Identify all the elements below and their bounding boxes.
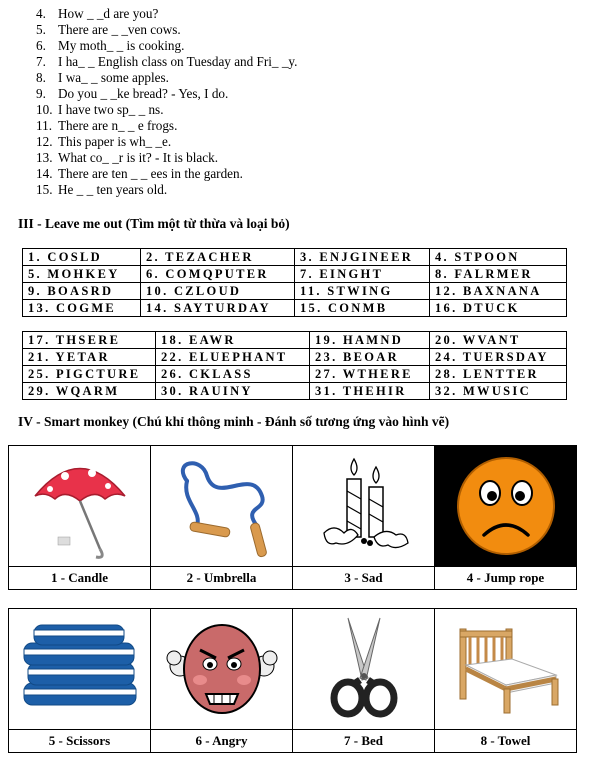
picture-cell <box>9 446 151 567</box>
word-cell: 7. EINGHT <box>295 266 430 283</box>
word-cell: 9. BOASRD <box>23 283 141 300</box>
word-cell: 17. THSERE <box>23 332 156 349</box>
picture-caption: 3 - Sad <box>293 567 435 590</box>
word-cell: 2. TEZACHER <box>141 249 295 266</box>
word-cell: 28. LENTTER <box>430 366 567 383</box>
exercise-line: 7. I ha_ _ English class on Tuesday and Fri_ _y. <box>36 54 298 69</box>
word-cell: 30. RAUINY <box>156 383 310 400</box>
word-cell: 3. ENJGINEER <box>295 249 430 266</box>
table-row <box>23 283 567 300</box>
exercise-line: 15. He _ _ ten years old. <box>36 182 168 197</box>
table-row <box>23 249 567 266</box>
section-3-heading: III - Leave me out (Tìm một từ thừa và loại bỏ) <box>18 216 290 231</box>
exercise-line: 9. Do you _ _ke bread? - Yes, I do. <box>36 86 229 101</box>
towel-icon <box>18 619 142 719</box>
angry-face-icon <box>162 614 282 724</box>
word-cell: 26. CKLASS <box>156 366 310 383</box>
table-row <box>23 349 567 366</box>
leave-me-out-table-2 <box>22 331 567 400</box>
scissors-icon <box>304 614 424 724</box>
table-row <box>23 300 567 317</box>
picture-table-1 <box>8 445 577 590</box>
picture-caption: 5 - Scissors <box>9 730 151 753</box>
word-cell: 11. STWING <box>295 283 430 300</box>
exercise-line: 10. I have two sp_ _ ns. <box>36 102 164 117</box>
word-cell: 24. TUERSDAY <box>430 349 567 366</box>
word-cell: 4. STPOON <box>430 249 567 266</box>
word-cell: 16. DTUCK <box>430 300 567 317</box>
picture-cell <box>151 446 293 567</box>
picture-cell <box>435 609 577 730</box>
word-cell: 12. BAXNANA <box>430 283 567 300</box>
word-cell: 22. ELUEPHANT <box>156 349 310 366</box>
exercise-line: 14. There are ten _ _ ees in the garden. <box>36 166 243 181</box>
word-cell: 29. WQARM <box>23 383 156 400</box>
picture-cell <box>293 609 435 730</box>
picture-caption: 1 - Candle <box>9 567 151 590</box>
word-cell: 8. FALRMER <box>430 266 567 283</box>
exercise-line: 6. My moth_ _ is cooking. <box>36 38 185 53</box>
picture-caption: 6 - Angry <box>151 730 293 753</box>
picture-cell <box>293 446 435 567</box>
leave-me-out-table-1 <box>22 248 567 317</box>
image-row <box>9 609 577 730</box>
word-cell: 25. PIGCTURE <box>23 366 156 383</box>
caption-row <box>9 730 577 753</box>
exercise-line: 5. There are _ _ven cows. <box>36 22 181 37</box>
word-cell: 5. MOHKEY <box>23 266 141 283</box>
word-cell: 31. THEHIR <box>310 383 430 400</box>
word-cell: 21. YETAR <box>23 349 156 366</box>
picture-table-2 <box>8 608 577 753</box>
word-cell: 10. CZLOUD <box>141 283 295 300</box>
candle-icon <box>304 451 424 561</box>
bed-icon <box>444 619 568 719</box>
picture-cell <box>435 446 577 567</box>
word-cell: 14. SAYTURDAY <box>141 300 295 317</box>
exercise-line: 13. What co_ _r is it? - It is black. <box>36 150 219 165</box>
fill-blank-exercise-list <box>36 6 297 198</box>
jump-rope-icon <box>162 451 282 561</box>
word-cell: 13. COGME <box>23 300 141 317</box>
exercise-line: 12. This paper is wh_ _e. <box>36 134 172 149</box>
picture-caption: 2 - Umbrella <box>151 567 293 590</box>
word-cell: 15. CONMB <box>295 300 430 317</box>
exercise-line: 8. I wa_ _ some apples. <box>36 70 169 85</box>
picture-cell <box>9 609 151 730</box>
word-cell: 20. WVANT <box>430 332 567 349</box>
word-cell: 19. HAMND <box>310 332 430 349</box>
table-row <box>23 383 567 400</box>
word-cell: 23. BEOAR <box>310 349 430 366</box>
word-cell: 32. MWUSIC <box>430 383 567 400</box>
caption-row <box>9 567 577 590</box>
section-4-heading: IV - Smart monkey (Chú khỉ thông minh - Đánh số tương ứng vào hình vẽ) <box>18 414 450 429</box>
exercise-line: 4. How _ _d are you? <box>36 6 159 21</box>
picture-caption: 8 - Towel <box>435 730 577 753</box>
sad-face-icon <box>446 451 566 561</box>
umbrella-icon <box>20 451 140 561</box>
word-cell: 6. COMQPUTER <box>141 266 295 283</box>
table-row <box>23 266 567 283</box>
exercise-line: 11. There are n_ _ e frogs. <box>36 118 178 133</box>
picture-cell <box>151 609 293 730</box>
image-row <box>9 446 577 567</box>
word-cell: 18. EAWR <box>156 332 310 349</box>
table-row <box>23 366 567 383</box>
picture-caption: 4 - Jump rope <box>435 567 577 590</box>
picture-caption: 7 - Bed <box>293 730 435 753</box>
word-cell: 1. COSLD <box>23 249 141 266</box>
table-row <box>23 332 567 349</box>
word-cell: 27. WTHERE <box>310 366 430 383</box>
